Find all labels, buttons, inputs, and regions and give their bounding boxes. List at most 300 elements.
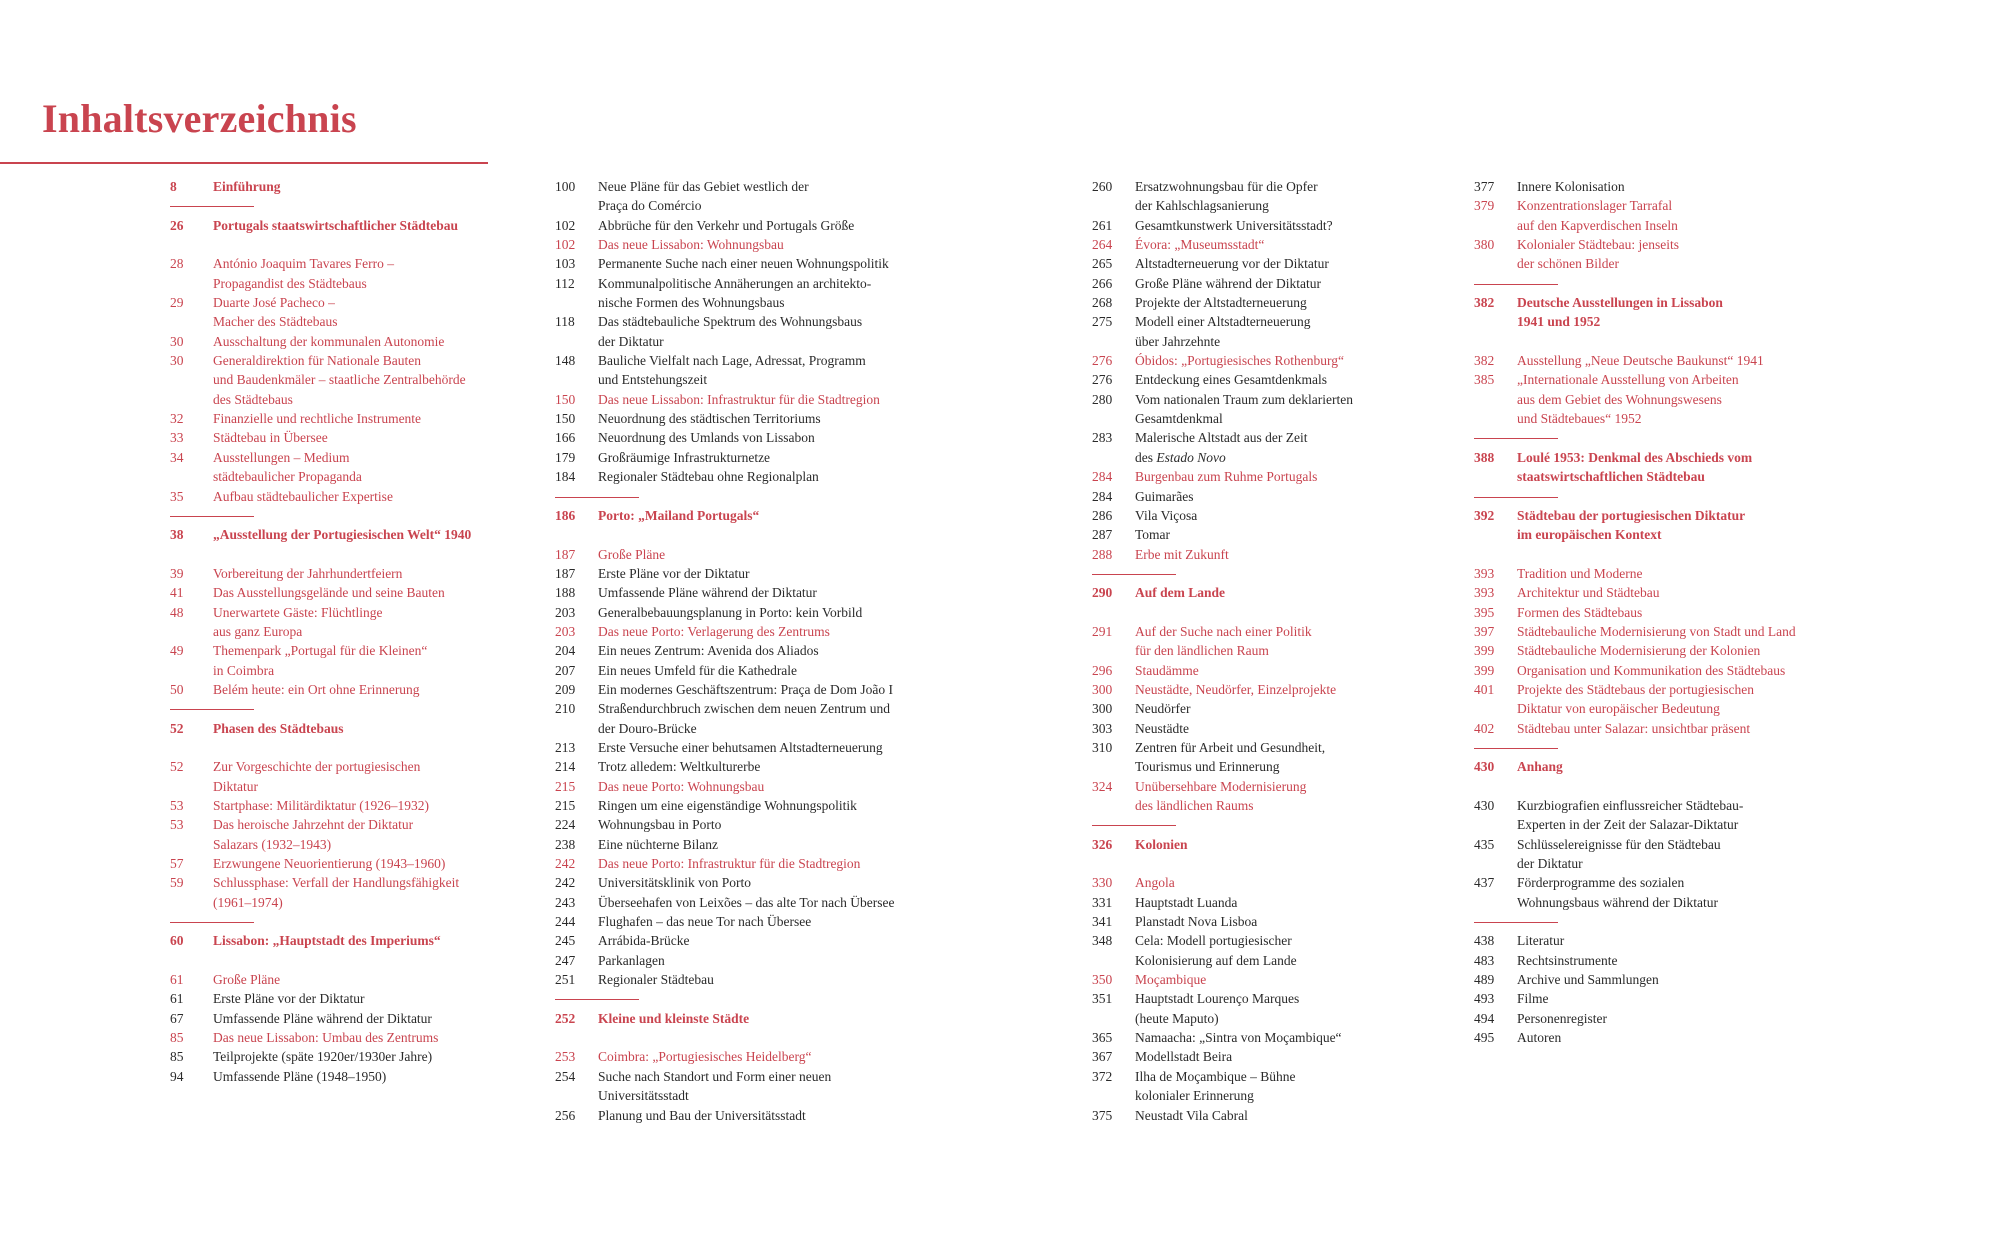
toc-entry[interactable] — [170, 603, 505, 622]
toc-entry[interactable] — [170, 1067, 505, 1086]
toc-entry[interactable] — [1092, 777, 1437, 796]
toc-entry[interactable] — [555, 545, 940, 564]
toc-entry[interactable] — [1092, 989, 1437, 1008]
spacer — [170, 951, 505, 970]
toc-entry[interactable] — [1474, 196, 1834, 215]
page-number — [170, 467, 213, 486]
section-divider — [1474, 428, 1834, 447]
toc-section-heading[interactable] — [1474, 448, 1834, 467]
toc-entry[interactable] — [1092, 719, 1437, 738]
toc-entry[interactable] — [170, 661, 505, 680]
page-number: 187 — [555, 546, 576, 562]
toc-entry[interactable] — [1092, 1106, 1437, 1125]
toc-entry[interactable] — [170, 1028, 505, 1047]
entry-text: Coimbra: „Portugiesisches Heidelberg“ — [598, 1049, 812, 1065]
toc-entry[interactable] — [555, 719, 940, 738]
entry-title — [1135, 177, 1437, 196]
entry-text: Angola — [1135, 875, 1175, 891]
toc-entry[interactable] — [1474, 409, 1834, 428]
page-number: 85 — [170, 1030, 184, 1046]
toc-entry[interactable] — [555, 873, 940, 892]
page-number: 254 — [555, 1068, 576, 1084]
page-number: 28 — [170, 256, 184, 272]
entry-title — [1517, 622, 1834, 641]
toc-entry[interactable] — [1092, 641, 1437, 660]
page-number: 399 — [1474, 662, 1495, 678]
entry-text: Malerische Altstadt aus der Zeit — [1135, 430, 1308, 446]
toc-entry[interactable] — [555, 274, 940, 293]
toc-entry[interactable] — [1092, 312, 1437, 331]
section-divider — [1474, 487, 1834, 506]
toc-entry[interactable] — [1092, 738, 1437, 757]
toc-entry[interactable] — [555, 196, 940, 215]
toc-entry[interactable] — [170, 370, 505, 389]
toc-entry[interactable] — [1474, 951, 1834, 970]
toc-section-heading[interactable] — [170, 525, 505, 544]
toc-section-heading[interactable] — [1092, 583, 1437, 602]
toc-entry[interactable] — [555, 641, 940, 660]
toc-entry[interactable] — [555, 467, 940, 486]
entry-text: Ringen um eine eigenständige Wohnungspolitik — [598, 798, 857, 813]
toc-entry[interactable] — [170, 332, 505, 351]
entry-title — [598, 912, 940, 931]
toc-section-heading[interactable] — [170, 931, 505, 950]
entry-title — [213, 989, 505, 1008]
page-number: 300 — [1092, 701, 1113, 717]
toc-entry[interactable] — [1474, 815, 1834, 834]
toc-entry[interactable] — [1474, 254, 1834, 273]
toc-entry[interactable] — [1092, 1047, 1437, 1066]
toc-entry[interactable] — [555, 1086, 940, 1105]
page-number: 224 — [555, 817, 576, 833]
entry-title — [1517, 873, 1834, 892]
toc-entry[interactable] — [555, 815, 940, 834]
entry-title — [598, 873, 940, 892]
entry-text: „Internationale Ausstellung von Arbeiten — [1517, 372, 1739, 388]
toc-entry[interactable] — [555, 951, 940, 970]
toc-entry[interactable] — [1092, 1067, 1437, 1086]
toc-entry[interactable] — [555, 835, 940, 854]
entry-text: Große Pläne — [598, 546, 666, 562]
toc-entry[interactable] — [1092, 545, 1437, 564]
toc-entry[interactable] — [1092, 293, 1437, 312]
toc-entry[interactable] — [1092, 1009, 1437, 1028]
entry-title — [1135, 428, 1437, 447]
toc-entry[interactable] — [1092, 177, 1437, 196]
toc-entry[interactable] — [1092, 1086, 1437, 1105]
toc-entry[interactable] — [555, 622, 940, 641]
section-divider — [1474, 738, 1834, 757]
toc-entry[interactable] — [1092, 1028, 1437, 1047]
toc-entry[interactable] — [1092, 332, 1437, 351]
toc-entry[interactable] — [555, 1106, 940, 1125]
toc-entry[interactable] — [555, 854, 940, 873]
toc-entry[interactable] — [170, 428, 505, 447]
page-number: 35 — [170, 488, 184, 504]
toc-entry[interactable] — [1092, 796, 1437, 815]
page-number: 148 — [555, 353, 576, 369]
toc-entry[interactable] — [170, 641, 505, 660]
entry-title — [1135, 448, 1437, 467]
toc-entry[interactable] — [555, 796, 940, 815]
toc-entry[interactable] — [1092, 216, 1437, 235]
entry-title — [1135, 777, 1437, 796]
toc-column-1 — [170, 177, 505, 1086]
page-number: 67 — [170, 1010, 184, 1026]
entry-text: Staudämme — [1135, 662, 1199, 678]
page-number: 52 — [170, 759, 184, 775]
section-divider — [170, 912, 505, 931]
page-number: 261 — [1092, 217, 1113, 233]
toc-entry[interactable] — [1092, 409, 1437, 428]
entry-title — [213, 622, 505, 641]
entry-text: Macher des Städtebaus — [213, 314, 338, 330]
toc-entry[interactable] — [1092, 893, 1437, 912]
page-number — [1092, 1086, 1135, 1105]
toc-entry[interactable] — [170, 757, 505, 776]
entry-title — [213, 583, 505, 602]
toc-entry[interactable] — [555, 409, 940, 428]
toc-entry[interactable] — [170, 970, 505, 989]
page-number — [170, 390, 213, 409]
toc-entry[interactable] — [170, 680, 505, 699]
toc-entry[interactable] — [1474, 989, 1834, 1008]
page-number: 34 — [170, 449, 184, 465]
page-number: 48 — [170, 604, 184, 620]
entry-text: Ein neues Umfeld für die Kathedrale — [598, 662, 798, 678]
toc-entry[interactable] — [555, 699, 940, 718]
entry-text: Zur Vorgeschichte der portugiesischen — [213, 759, 421, 775]
entry-text: Auf der Suche nach einer Politik — [1135, 623, 1312, 639]
toc-entry[interactable] — [555, 428, 940, 447]
toc-entry[interactable] — [555, 777, 940, 796]
toc-entry[interactable] — [555, 680, 940, 699]
toc-entry[interactable] — [170, 777, 505, 796]
toc-entry[interactable] — [1474, 699, 1834, 718]
toc-entry[interactable] — [170, 854, 505, 873]
toc-entry[interactable] — [1474, 931, 1834, 950]
toc-entry[interactable] — [1092, 390, 1437, 409]
toc-section-heading[interactable] — [1092, 835, 1437, 854]
entry-title — [1517, 254, 1834, 273]
page-number: 53 — [170, 817, 184, 833]
entry-text: Óbidos: „Portugiesisches Rothenburg“ — [1135, 353, 1344, 369]
entry-text: Ilha de Moçambique – Bühne — [1135, 1068, 1296, 1084]
toc-entry[interactable] — [170, 873, 505, 892]
toc-entry[interactable] — [555, 1067, 940, 1086]
entry-title — [598, 1086, 940, 1105]
toc-column-4 — [1474, 177, 1834, 1047]
entry-text: im europäischen Kontext — [1517, 527, 1662, 543]
entry-title — [1135, 641, 1437, 660]
toc-section-heading[interactable] — [170, 719, 505, 738]
toc-entry[interactable] — [170, 487, 505, 506]
toc-entry[interactable] — [170, 835, 505, 854]
toc-entry[interactable] — [1474, 1009, 1834, 1028]
toc-entry[interactable] — [170, 254, 505, 273]
section-divider — [555, 487, 940, 506]
entry-title — [213, 274, 505, 293]
toc-entry[interactable] — [1474, 351, 1834, 370]
toc-entry[interactable] — [1474, 893, 1834, 912]
entry-title — [1135, 719, 1437, 738]
entry-text: Teilprojekte (späte 1920er/1930er Jahre) — [213, 1049, 433, 1065]
entry-title — [598, 216, 940, 235]
toc-entry[interactable] — [1474, 235, 1834, 254]
toc-entry[interactable] — [555, 235, 940, 254]
page-number: 179 — [555, 449, 576, 465]
toc-entry[interactable] — [170, 622, 505, 641]
toc-entry[interactable] — [170, 1047, 505, 1066]
toc-entry[interactable] — [1474, 622, 1834, 641]
toc-entry[interactable] — [1092, 912, 1437, 931]
toc-entry[interactable] — [1092, 970, 1437, 989]
toc-entry[interactable] — [170, 409, 505, 428]
toc-section-heading[interactable] — [555, 506, 940, 525]
toc-entry[interactable] — [1092, 757, 1437, 776]
entry-title — [598, 719, 940, 738]
entry-text: des Städtebaus — [213, 391, 293, 407]
section-divider — [170, 699, 505, 718]
toc-entry[interactable] — [555, 583, 940, 602]
toc-entry[interactable] — [1474, 719, 1834, 738]
entry-text: Burgenbau zum Ruhme Portugals — [1135, 469, 1318, 485]
toc-entry[interactable] — [555, 390, 940, 409]
entry-title — [598, 738, 940, 757]
entry-text: Ein modernes Geschäftszentrum: Praça de Dom João I — [598, 681, 894, 697]
entry-title — [598, 622, 940, 641]
entry-text: Aufbau städtebaulicher Expertise — [213, 488, 393, 504]
page-number: 8 — [170, 179, 177, 194]
toc-entry[interactable] — [170, 293, 505, 312]
toc-entry[interactable] — [170, 390, 505, 409]
toc-entry[interactable] — [170, 564, 505, 583]
page-number — [1474, 893, 1517, 912]
toc-entry[interactable] — [1474, 796, 1834, 815]
entry-text: Unübersehbare Modernisierung — [1135, 778, 1307, 794]
toc-entry[interactable] — [555, 216, 940, 235]
toc-entry[interactable] — [555, 332, 940, 351]
page-number — [170, 661, 213, 680]
entry-text: Kommunalpolitische Annäherungen an architekto- — [598, 275, 872, 291]
toc-entry[interactable] — [555, 931, 940, 950]
toc-entry[interactable] — [1092, 274, 1437, 293]
toc-entry[interactable] — [170, 448, 505, 467]
page-number: 365 — [1092, 1030, 1113, 1046]
toc-entry[interactable] — [170, 989, 505, 1008]
entry-text: Filme — [1517, 991, 1549, 1007]
toc-entry[interactable] — [555, 312, 940, 331]
entry-title — [1135, 1028, 1437, 1047]
entry-text: Anhang — [1517, 759, 1563, 775]
toc-entry[interactable] — [1474, 970, 1834, 989]
toc-entry[interactable] — [1092, 873, 1437, 892]
page-number: 102 — [555, 217, 576, 233]
entry-text: Große Pläne — [213, 972, 281, 988]
page-number — [1092, 409, 1135, 428]
entry-title — [1517, 719, 1834, 738]
toc-entry[interactable] — [1474, 390, 1834, 409]
toc-section-heading[interactable] — [1474, 757, 1834, 776]
entry-text: Schlussphase: Verfall der Handlungsfähigkeit — [213, 875, 460, 891]
toc-entry[interactable] — [170, 274, 505, 293]
toc-entry[interactable] — [170, 467, 505, 486]
toc-section-heading[interactable] — [1474, 467, 1834, 486]
entry-text: Regionaler Städtebau ohne Regionalplan — [598, 469, 819, 485]
toc-entry[interactable] — [555, 603, 940, 622]
entry-title — [1135, 545, 1437, 564]
entry-title — [213, 487, 505, 506]
toc-entry[interactable] — [1092, 467, 1437, 486]
entry-text: Eine nüchterne Bilanz — [598, 836, 718, 852]
toc-entry[interactable] — [1474, 216, 1834, 235]
entry-text: Erste Pläne vor der Diktatur — [598, 565, 750, 581]
toc-entry[interactable] — [170, 583, 505, 602]
toc-section-heading[interactable] — [1474, 312, 1834, 331]
toc-entry[interactable] — [1092, 370, 1437, 389]
entry-title — [213, 216, 505, 235]
entry-text: Altstadterneuerung vor der Diktatur — [1135, 256, 1329, 272]
toc-entry[interactable] — [170, 796, 505, 815]
toc-entry[interactable] — [1474, 583, 1834, 602]
page-number — [1092, 332, 1135, 351]
toc-entry[interactable] — [555, 1047, 940, 1066]
entry-text: und Städtebaues“ 1952 — [1517, 411, 1642, 427]
toc-entry[interactable] — [1474, 680, 1834, 699]
toc-entry[interactable] — [1474, 835, 1834, 854]
toc-entry[interactable] — [1474, 370, 1834, 389]
toc-entry[interactable] — [555, 254, 940, 273]
toc-entry[interactable] — [1474, 603, 1834, 622]
page-number: 348 — [1092, 933, 1113, 949]
toc-entry[interactable] — [1474, 873, 1834, 892]
toc-entry[interactable] — [1092, 622, 1437, 641]
spacer — [1474, 332, 1834, 351]
page-number: 61 — [170, 991, 184, 1007]
page-number: 244 — [555, 914, 576, 930]
toc-entry[interactable] — [170, 893, 505, 912]
toc-entry[interactable] — [170, 351, 505, 370]
spacer — [1474, 777, 1834, 796]
toc-entry[interactable] — [1092, 699, 1437, 718]
toc-entry[interactable] — [1092, 196, 1437, 215]
page-number: 284 — [1092, 469, 1113, 485]
spacer — [1092, 854, 1437, 873]
toc-entry[interactable] — [1092, 680, 1437, 699]
entry-title — [1135, 1047, 1437, 1066]
toc-entry[interactable] — [555, 661, 940, 680]
toc-entry[interactable] — [1474, 177, 1834, 196]
toc-entry[interactable] — [1092, 951, 1437, 970]
entry-title — [213, 1067, 505, 1086]
toc-entry[interactable] — [555, 448, 940, 467]
entry-text: Umfassende Pläne (1948–1950) — [213, 1068, 387, 1084]
toc-entry[interactable] — [555, 177, 940, 196]
section-divider — [1092, 564, 1437, 583]
entry-text: Das neue Lissabon: Umbau des Zentrums — [213, 1030, 439, 1046]
entry-text: Évora: „Museumsstadt“ — [1135, 237, 1265, 253]
entry-text: Ausschaltung der kommunalen Autonomie — [213, 333, 445, 349]
toc-entry[interactable] — [170, 815, 505, 834]
toc-entry[interactable] — [1474, 641, 1834, 660]
toc-entry[interactable] — [555, 738, 940, 757]
toc-entry[interactable] — [170, 312, 505, 331]
page-number: 166 — [555, 430, 576, 446]
entry-text: Ein neues Zentrum: Avenida dos Aliados — [598, 643, 819, 659]
toc-entry[interactable] — [1092, 661, 1437, 680]
entry-title — [598, 428, 940, 447]
toc-entry[interactable] — [1092, 487, 1437, 506]
page-number: 238 — [555, 836, 576, 852]
entry-title — [213, 370, 505, 389]
entry-text: Großräumige Infrastrukturnetze — [598, 449, 771, 465]
entry-title — [1517, 931, 1834, 950]
toc-entry[interactable] — [170, 1009, 505, 1028]
entry-text: Unerwartete Gäste: Flüchtlinge — [213, 604, 383, 620]
toc-entry[interactable] — [555, 757, 940, 776]
entry-text: Städtebau der portugiesischen Diktatur — [1517, 507, 1746, 523]
toc-entry[interactable] — [1092, 525, 1437, 544]
section-divider — [555, 989, 940, 1008]
page-number: 256 — [555, 1107, 576, 1123]
toc-section-heading[interactable] — [170, 177, 505, 196]
toc-entry[interactable] — [1474, 1028, 1834, 1047]
toc-entry[interactable] — [555, 293, 940, 312]
toc-section-heading[interactable] — [1474, 525, 1834, 544]
page-number: 187 — [555, 565, 576, 581]
page-number — [1092, 951, 1135, 970]
entry-title — [598, 370, 940, 389]
entry-text: Personenregister — [1517, 1010, 1607, 1026]
page-number: 60 — [170, 933, 184, 949]
toc-entry[interactable] — [555, 564, 940, 583]
toc-entry[interactable] — [1474, 564, 1834, 583]
toc-entry[interactable] — [1474, 661, 1834, 680]
toc-entry[interactable] — [1092, 351, 1437, 370]
entry-text: kolonialer Erinnerung — [1135, 1088, 1254, 1104]
entry-title — [1517, 951, 1834, 970]
toc-section-heading[interactable] — [1474, 506, 1834, 525]
toc-section-heading[interactable] — [555, 1009, 940, 1028]
toc-entry[interactable] — [555, 970, 940, 989]
page-number — [170, 274, 213, 293]
toc-section-heading[interactable] — [1474, 293, 1834, 312]
toc-entry[interactable] — [1092, 254, 1437, 273]
entry-title — [1135, 951, 1437, 970]
entry-title — [1517, 815, 1834, 834]
entry-title — [1517, 506, 1834, 525]
toc-entry[interactable] — [1092, 506, 1437, 525]
toc-section-heading[interactable] — [170, 216, 505, 235]
toc-entry[interactable] — [555, 370, 940, 389]
entry-title — [598, 970, 940, 989]
toc-entry[interactable] — [1092, 448, 1437, 467]
toc-entry[interactable] — [1092, 235, 1437, 254]
entry-text: Neuordnung des Umlands von Lissabon — [598, 430, 815, 446]
toc-entry[interactable] — [555, 912, 940, 931]
toc-entry[interactable] — [1474, 854, 1834, 873]
toc-entry[interactable] — [555, 893, 940, 912]
entry-title — [1517, 448, 1834, 467]
toc-entry[interactable] — [1092, 428, 1437, 447]
entry-title — [598, 835, 940, 854]
toc-entry[interactable] — [555, 351, 940, 370]
entry-text: Autoren — [1517, 1030, 1562, 1046]
page-number: 264 — [1092, 237, 1113, 253]
toc-entry[interactable] — [1092, 931, 1437, 950]
entry-title — [1517, 1028, 1834, 1047]
entry-title — [598, 1009, 940, 1028]
